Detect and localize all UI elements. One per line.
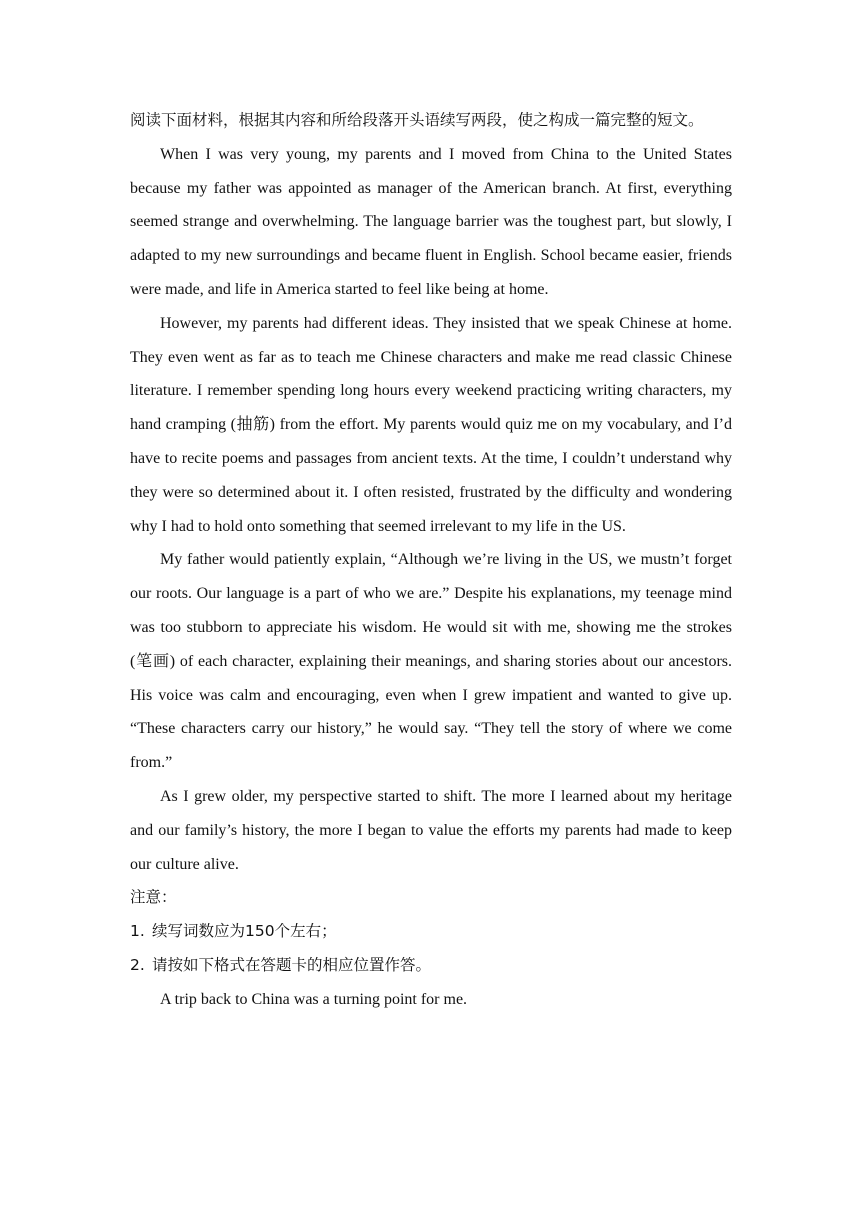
story-paragraph-4: As I grew older, my perspective started to shift. The more I learned about my heritage and our family’s history, the more I began to value the efforts my parents had made to keep our culture alive. xyxy=(130,787,732,873)
document-page xyxy=(130,104,732,1017)
note-text: 续写词数应为150个左右； xyxy=(152,922,337,941)
note-number: 2. xyxy=(130,955,145,974)
continuation-opening-line: A trip back to China was a turning point for me. xyxy=(160,990,468,1008)
note-item-2 xyxy=(130,949,732,983)
note-item-1 xyxy=(130,915,732,949)
note-text: 请按如下格式在答题卡的相应位置作答。 xyxy=(152,955,432,974)
note-number: 1. xyxy=(130,922,145,941)
story-paragraph-1: When I was very young, my parents and I moved from China to the United States because my father was appointed as manager of the American branch. At first, everything seemed strange and overwhelming. The language barrier was the toughest part, but slowly, I adapted to my new surroundings and became fluent in English. School became easier, friends were made, and life in America started to feel like being at home. xyxy=(130,145,732,298)
notes-heading: 注意： xyxy=(130,888,177,907)
instruction-text: 阅读下面材料，根据其内容和所给段落开头语续写两段，使之构成一篇完整的短文。 xyxy=(130,111,704,129)
story-paragraph-2: However, my parents had different ideas. They insisted that we speak Chinese at home. They even went as far as to teach me Chinese characters and make me read classic Chinese literature. I remember spending long hours every weekend practicing writing characters, my hand cramping (抽筋) from the effort. My parents would quiz me on my vocabulary, and I’d have to recite poems and passages from ancient texts. At the time, I couldn’t understand why they were so determined about it. I often resisted, frustrated by the difficulty and wondering why I had to hold onto something that seemed irrelevant to my life in the US. xyxy=(130,314,732,535)
story-paragraph-3: My father would patiently explain, “Although we’re living in the US, we mustn’t forget our roots. Our language is a part of who we are.” Despite his explanations, my teenage mind was too stubborn to appreciate his wisdom. He would sit with me, showing me the strokes (笔画) of each character, explaining their meanings, and sharing stories about our ancestors. His voice was calm and encouraging, even when I grew impatient and wanted to give up. “These characters carry our history,” he would say. “They tell the story of where we come from.” xyxy=(130,551,732,772)
